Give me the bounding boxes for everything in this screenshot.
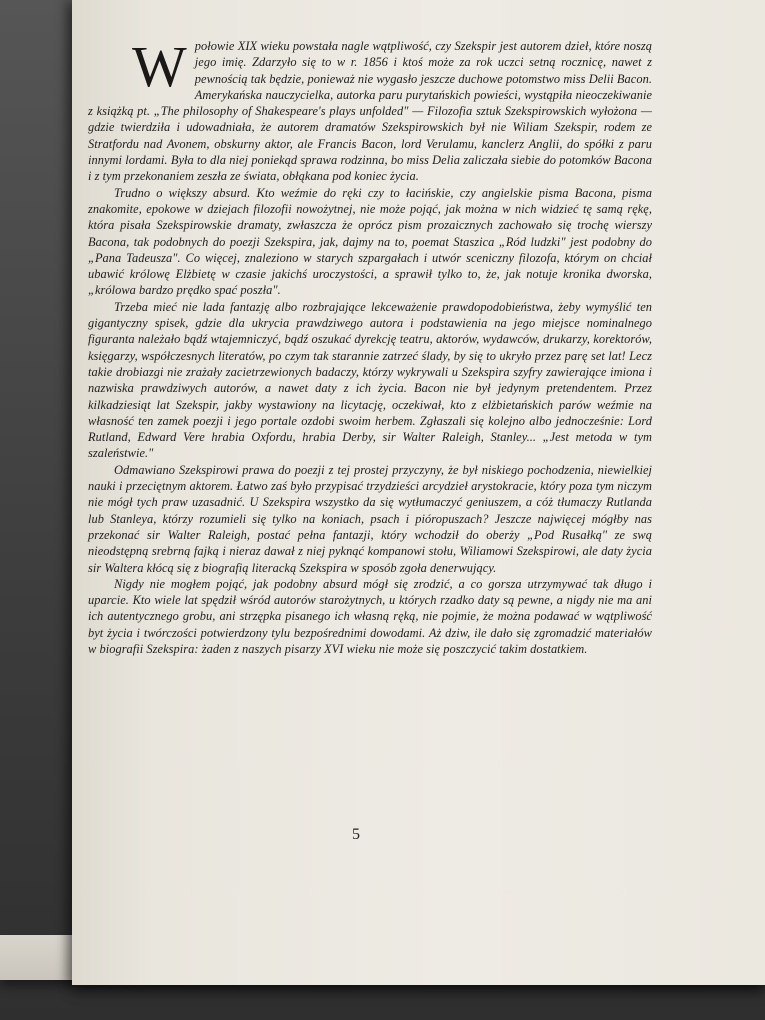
page-number: 5 <box>352 826 360 843</box>
paragraph-2: Trudno o większy absurd. Kto weźmie do ręki czy to łacińskie, czy angielskie pisma Bacona, pisma znakomite, epokowe w dziejach filozofii nowożytnej, nie może pojąć, jak można w nich widzieć tę samą rękę, która pisała Szekspirowskie dramaty, zwłaszcza że oprócz pism prozaicznych zachowało się trochę wierszy Bacona, tak podobnych do poezji Szekspira, jak, dajmy na to, poemat Staszica „Ród ludzki" jest podobny do „Pana Tadeusza". Co więcej, znaleziono w starych szpargałach i utwór sceniczny filozofa, którym on chciał ubawić królowę Elżbietę w czasie jakichś uroczystości, a sprawił tylko to, że, jak notuje kronika dworska, „królowa bardzo prędko spać poszła". <box>88 185 652 298</box>
paragraph-4: Odmawiano Szekspirowi prawa do poezji z tej prostej przyczyny, że był niskiego pochodzenia, niewielkiej nauki i przeciętnym aktorem. Łatwo zaś było przypisać trzydzieści arcydzieł arystokracie, który poza tym niczym nie mógł tych praw uzasadnić. U Szekspira wszystko da się wytłumaczyć geniuszem, a cóż tłumaczy Rutlanda lub Stanleya, którzy rozumieli się tylko na koniach, psach i pióropuszach? Jeszcze najwięcej mógłby nas przekonać sir Walter Raleigh, postać pełna fantazji, który wchodził do oberży „Pod Rusałką" ze swą nieodstępną srebrną fajką i nieraz dawał z niej pyknąć kompanowi stołu, Wiliamowi Szekspirowi, ale daty życia sir Waltera kłócą się z biografią literacką Szekspira w sposób zgoła denerwujący. <box>88 462 652 575</box>
body-text <box>88 34 652 657</box>
drop-cap: W <box>132 34 187 99</box>
paragraph-1 <box>88 34 652 185</box>
paragraph-3: Trzeba mieć nie lada fantazję albo rozbrajające lekceważenie prawdopodobieństwa, żeby wymyślić ten gigantyczny spisek, gdzie dla ukrycia prawdziwego autora i podstawienia na jego miejsce nominalnego figuranta należało bądź wtajemniczyć, bądź oszukać dyrekcję teatru, aktorów, wydawców, drukarzy, korektorów, księgarzy, współczesnych literatów, po czym tak starannie zatrzeć ślady, by się to ukryło przez parę set lat! Lecz takie drobiazgi nie zrażały zacietrzewionych badaczy, którzy wykrywali u Szekspira szyfry zawierające imiona i nazwiska prawdziwych autorów, a nawet daty z ich życia. Bacon nie był jedynym pretendentem. Przez kilkadziesiąt lat Szekspir, jakby wystawiony na licytację, oczekiwał, kto z elżbietańskich parów weźmie na własność ten zamek poezji i jego portale ozdobi swoim herbem. Zgłaszali się kolejno albo jednocześnie: Lord Rutland, Edward Vere hrabia Oxfordu, hrabia Derby, sir Walter Raleigh, Stanley... „Jest metoda w tym szaleństwie." <box>88 299 652 461</box>
paragraph-1-text: połowie XIX wieku powstała nagle wątpliwość, czy Szekspir jest autorem dzieł, które noszą jego imię. Zdarzyło się to w r. 1856 i ktoś może za rok uczci setną rocznicę, nawet z pewnością tak będzie, ponieważ nie wygasło jeszcze duchowe potomstwo miss Delii Bacon. Amerykańska nauczycielka, autorka paru purytańskich powieści, wystąpiła nieoczekiwanie z książką pt. „The philosophy of Shakespeare's plays unfolded" — Filozofia sztuk Szekspirowskich wyłożona — gdzie twierdziła i udowadniała, że autorem dramatów Szekspirowskich był nie Wiliam Szekspir, rodem ze Stratfordu nad Avonem, obskurny aktor, ale Francis Bacon, lord Verulamu, kanclerz Anglii, do spółki z paru innymi lordami. Była to dla niej poniekąd sprawa rodzinna, bo miss Delia zaliczała siebie do potomków Bacona i z tym przekonaniem zeszła ze świata, obłąkana pod koniec życia. <box>88 39 652 184</box>
paragraph-5: Nigdy nie mogłem pojąć, jak podobny absurd mógł się zrodzić, a co gorsza utrzymywać tak długo i uparcie. Kto wiele lat spędził wśród autorów starożytnych, u których rzadko daty są pewne, a nigdy nie ma ani ich autentycznego grobu, ani strzępka pisanego ich własną ręką, nie pojmie, że można podawać w wątpliwość byt życia i twórczości potwierdzony tylu bezpośrednimi dowodami. Aż dziw, ile dało się zgromadzić materiałów w biografii Szekspira: żaden z naszych pisarzy XVI wieku nie może się poszczycić takim dostatkiem. <box>88 576 652 656</box>
